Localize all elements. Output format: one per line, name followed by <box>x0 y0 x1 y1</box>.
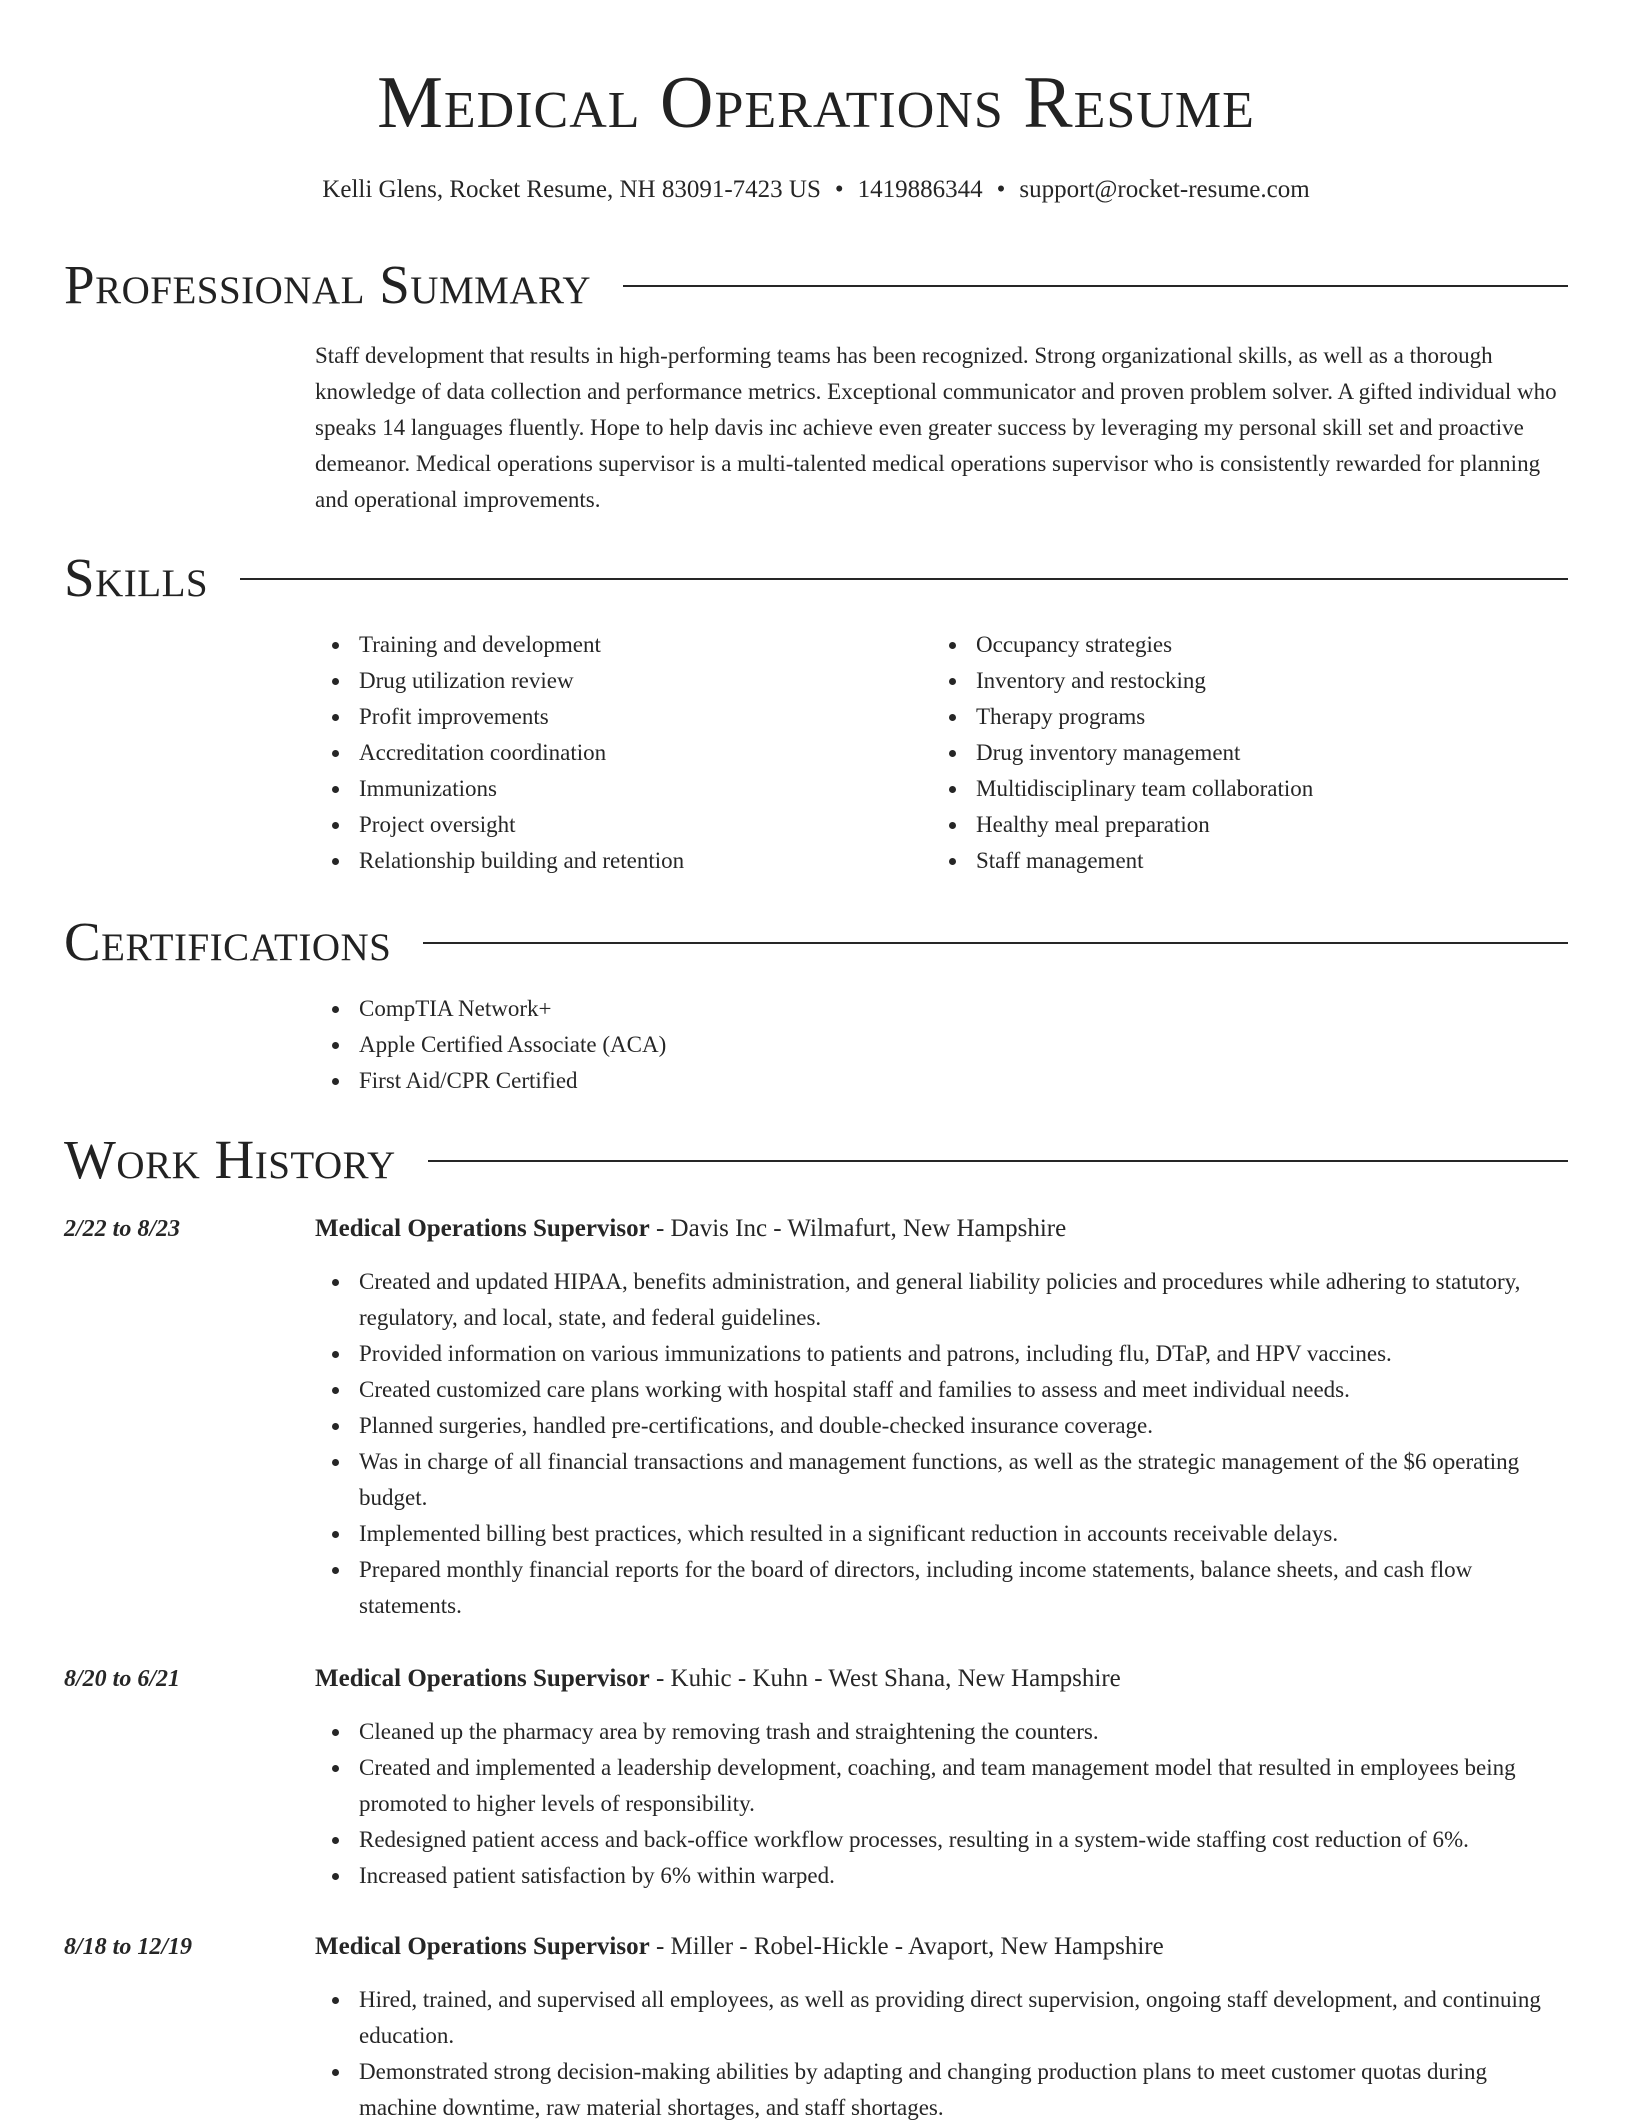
job-title: Medical Operations Supervisor <box>315 1933 650 1960</box>
job-duty: Implemented billing best practices, which resulted in a significant reduction in accounts receivable delays. <box>315 1516 1568 1552</box>
summary-text: Staff development that results in high-performing teams has been recognized. Strong organizational skills, as well as a thorough knowledge of data collection and performance metrics. Exceptional communicator and proven problem solver. A gifted individual who speaks 14 languages fluently. Hope to help davis inc achieve even greater success by leveraging my personal skill set and proactive demeanor. Medical operations supervisor is a multi-talented medical operations supervisor who is consistently rewarded for planning and operational improvements. <box>315 343 1557 512</box>
skills-section-header <box>64 545 1568 611</box>
skill-item: Staff management <box>932 843 1532 879</box>
section-divider <box>623 285 1568 287</box>
skill-item: Drug inventory management <box>932 735 1532 771</box>
certifications-section-title: Certifications <box>64 911 392 972</box>
job-duty: Hired, trained, and supervised all employees, as well as providing direct supervision, ongoing staff development, and continuing education. <box>315 1982 1568 2054</box>
summary-section-header <box>64 252 1568 318</box>
skill-item: Healthy meal preparation <box>932 807 1532 843</box>
skill-item: Therapy programs <box>932 699 1532 735</box>
job-duties <box>315 1714 1568 1894</box>
skill-item: Relationship building and retention <box>315 843 915 879</box>
job-duty: Planned surgeries, handled pre-certifications, and double-checked insurance coverage. <box>315 1408 1568 1444</box>
job-dates: 8/20 to 6/21 <box>64 1666 181 1692</box>
contact-phone: 1419886344 <box>857 176 983 203</box>
resume-title: Medical Operations Resume <box>377 62 1255 144</box>
job-duty: Increased patient satisfaction by 6% within warped. <box>315 1858 1568 1894</box>
work-history-section-title: Work History <box>64 1129 396 1190</box>
skill-item: Profit improvements <box>315 699 915 735</box>
job-employer: - Miller - Robel-Hickle - Avaport, New Hampshire <box>649 1933 1164 1960</box>
contact-email[interactable]: support@rocket-resume.com <box>1019 176 1310 203</box>
section-divider <box>240 578 1568 580</box>
job-dates: 2/22 to 8/23 <box>64 1216 181 1242</box>
job-duty: Created and implemented a leadership development, coaching, and team management model that resulted in employees being promoted to higher levels of responsibility. <box>315 1750 1568 1822</box>
job-duty: Created and updated HIPAA, benefits administration, and general liability policies and procedures while adhering to statutory, regulatory, and local, state, and federal guidelines. <box>315 1264 1568 1336</box>
contact-address: Kelli Glens, Rocket Resume, NH 83091-7423 US <box>322 176 821 203</box>
job-duties <box>315 1264 1568 1624</box>
job-duties <box>315 1982 1568 2126</box>
contact-separator: • <box>996 176 1006 203</box>
skill-item: Accreditation coordination <box>315 735 915 771</box>
skill-item: Drug utilization review <box>315 663 915 699</box>
job-title: Medical Operations Supervisor <box>315 1215 650 1242</box>
section-divider <box>428 1160 1568 1162</box>
job-duty: Provided information on various immunizations to patients and patrons, including flu, DTaP, and HPV vaccines. <box>315 1336 1568 1372</box>
summary-section-title: Professional Summary <box>64 254 592 315</box>
skill-item: Immunizations <box>315 771 915 807</box>
job-dates: 8/18 to 12/19 <box>64 1934 193 1960</box>
skills-section-title: Skills <box>64 547 209 608</box>
job-duty: Was in charge of all financial transactions and management functions, as well as the strategic management of the $6 operating budget. <box>315 1444 1568 1516</box>
job-heading <box>315 1211 1568 1247</box>
certifications-list <box>315 991 1115 1099</box>
job-duty: Cleaned up the pharmacy area by removing trash and straightening the counters. <box>315 1714 1568 1750</box>
skill-item: Occupancy strategies <box>932 627 1532 663</box>
certifications-section-header <box>64 909 1568 975</box>
job-employer: - Kuhic - Kuhn - West Shana, New Hampshire <box>649 1665 1121 1692</box>
contact-separator: • <box>834 176 844 203</box>
skills-list-left <box>315 627 915 879</box>
section-divider <box>423 942 1568 944</box>
job-heading <box>315 1929 1568 1965</box>
certification-item: First Aid/CPR Certified <box>315 1063 1115 1099</box>
job-duty: Created customized care plans working with hospital staff and families to assess and meet individual needs. <box>315 1372 1568 1408</box>
skill-item: Project oversight <box>315 807 915 843</box>
job-heading <box>315 1661 1568 1697</box>
job-title: Medical Operations Supervisor <box>315 1665 650 1692</box>
skills-list-right <box>932 627 1532 879</box>
job-employer: - Davis Inc - Wilmafurt, New Hampshire <box>649 1215 1067 1242</box>
job-duty: Prepared monthly financial reports for the board of directors, including income statements, balance sheets, and cash flow statements. <box>315 1552 1568 1624</box>
skill-item: Inventory and restocking <box>932 663 1532 699</box>
skill-item: Training and development <box>315 627 915 663</box>
certification-item: CompTIA Network+ <box>315 991 1115 1027</box>
job-duty: Redesigned patient access and back-office workflow processes, resulting in a system-wide staffing cost reduction of 6%. <box>315 1822 1568 1858</box>
certification-item: Apple Certified Associate (ACA) <box>315 1027 1115 1063</box>
job-duty: Demonstrated strong decision-making abilities by adapting and changing production plans to meet customer quotas during machine downtime, raw material shortages, and staff shortages. <box>315 2054 1568 2126</box>
skill-item: Multidisciplinary team collaboration <box>932 771 1532 807</box>
work-history-section-header <box>64 1127 1568 1193</box>
contact-line <box>64 172 1568 208</box>
